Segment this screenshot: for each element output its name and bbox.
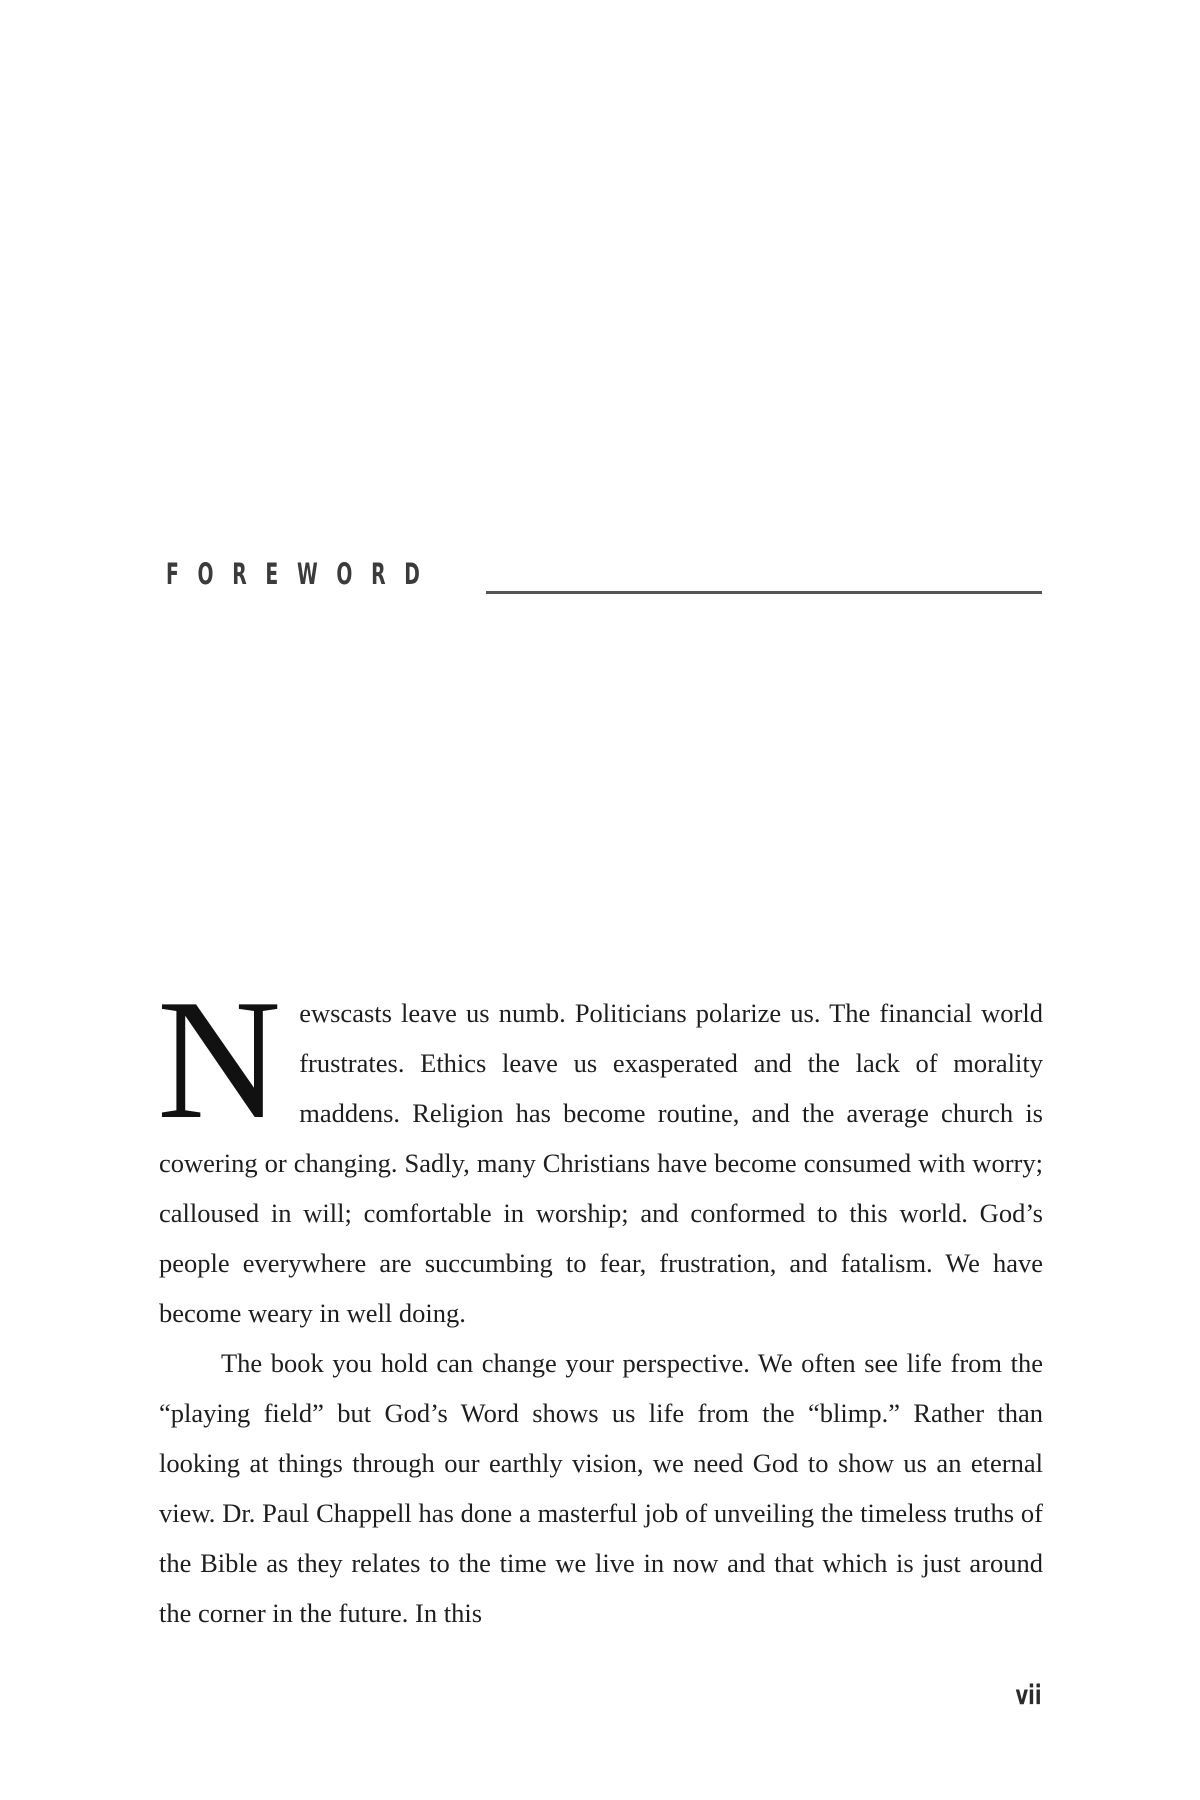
chapter-heading bbox=[166, 557, 1042, 600]
chapter-title: FOREWORD bbox=[166, 557, 439, 591]
paragraph-1-text: ewscasts leave us numb. Politicians polarize us. The financial world frustrates. Ethics leave us exasperated and the lack of morality maddens. Religion has become routine, and the average church is cowering or changing. Sadly, many Christians have become consumed with worry; calloused in will; comfortable in worship; and conformed to this world. God’s people everywhere are succumbing to fear, frustration, and fatalism. We have become weary in well doing. bbox=[159, 998, 1043, 1328]
body-text bbox=[157, 965, 1043, 1638]
paragraph-2-text: The book you hold can change your perspective. We often see life from the “playing field” but God’s Word shows us life from the “blimp.” Rather than looking at things through our earthly vision, we need God to show us an eternal view. Dr. Paul Chappell has done a masterful job of unveiling the timeless truths of the Bible as they relates to the time we live in now and that which is just around the corner in the future. In this bbox=[159, 1348, 1043, 1628]
page-number: vii bbox=[1015, 1680, 1041, 1711]
paragraph-2 bbox=[159, 1338, 1043, 1638]
heading-rule bbox=[486, 591, 1042, 594]
drop-cap: N bbox=[157, 965, 282, 1155]
paragraph-1 bbox=[157, 965, 1043, 1338]
